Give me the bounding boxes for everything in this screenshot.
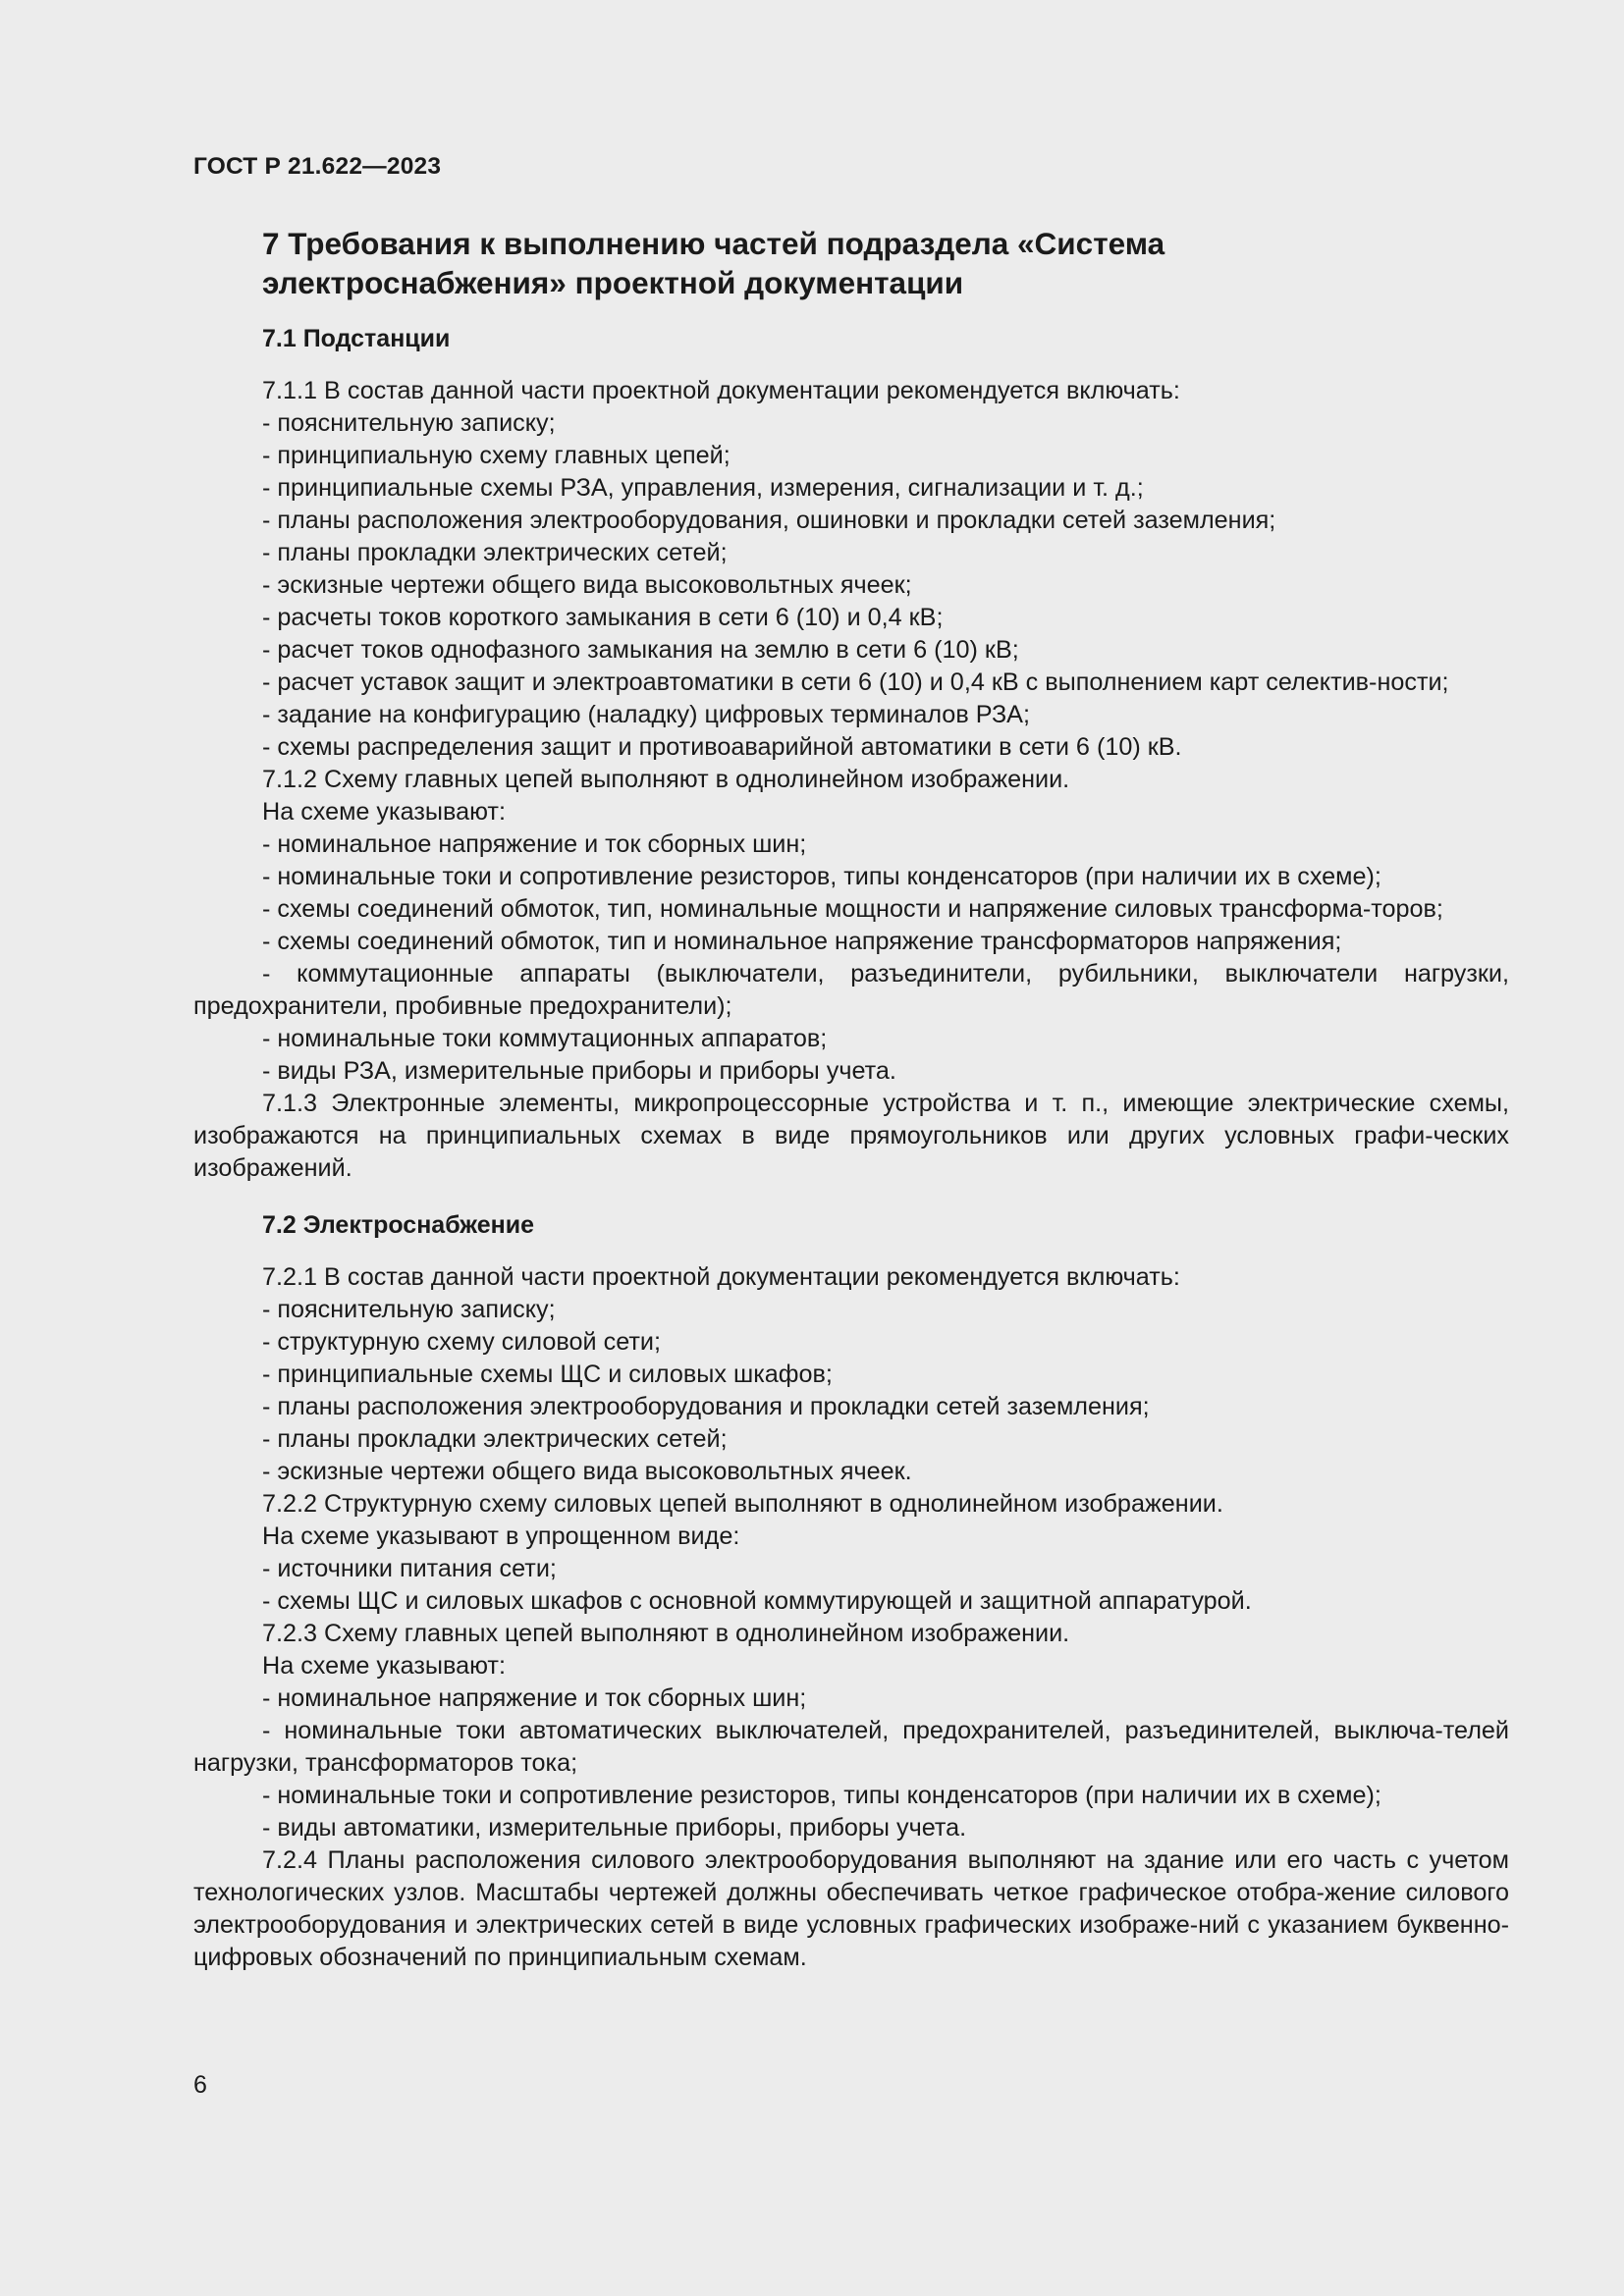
paragraph: 7.2.4 Планы расположения силового электрооборудования выполняют на здание или его часть с учетом технологических узлов. Масштабы чертежей должны обеспечивать четкое графическое отобра-жение силового электрооборудования и электрических сетей в виде условных графических изображе-ний с указанием буквенно-цифровых обозначений по принципиальным схемам.: [193, 1846, 1509, 1971]
subsection-title-substations: 7.1 Подстанции: [262, 325, 451, 352]
paragraph: - номинальные токи автоматических выключателей, предохранителей, разъединителей, выключа-телей нагрузки, трансформаторов тока;: [193, 1717, 1509, 1777]
page-number: 6: [193, 2071, 207, 2099]
paragraph: - номинальное напряжение и ток сборных шин;: [262, 830, 807, 858]
paragraph: 7.1.1 В состав данной части проектной документации рекомендуется включать:: [262, 377, 1180, 404]
paragraph: - расчеты токов короткого замыкания в сети 6 (10) и 0,4 кВ;: [262, 604, 944, 631]
paragraph: - эскизные чертежи общего вида высоковольтных ячеек.: [262, 1458, 912, 1485]
paragraph: На схеме указывают:: [262, 1652, 506, 1680]
paragraph: - источники питания сети;: [262, 1555, 557, 1582]
paragraph: - принципиальные схемы ЩС и силовых шкафов;: [262, 1361, 833, 1388]
subsection-title-power-supply: 7.2 Электроснабжение: [262, 1211, 534, 1239]
paragraph: - виды автоматики, измерительные приборы, приборы учета.: [262, 1814, 967, 1842]
paragraph: - планы прокладки электрических сетей;: [262, 1425, 728, 1453]
paragraph: - схемы ЩС и силовых шкафов с основной коммутирующей и защитной аппаратурой.: [262, 1587, 1252, 1615]
paragraph: - задание на конфигурацию (наладку) цифровых терминалов РЗА;: [262, 701, 1030, 728]
paragraph: 7.2.3 Схему главных цепей выполняют в однолинейном изображении.: [262, 1620, 1070, 1647]
paragraph: - пояснительную записку;: [262, 1296, 556, 1323]
paragraph: - номинальные токи и сопротивление резисторов, типы конденсаторов (при наличии их в схеме);: [262, 1782, 1381, 1809]
document-page: [193, 147, 1509, 1974]
paragraph: - номинальные токи и сопротивление резисторов, типы конденсаторов (при наличии их в схеме);: [262, 863, 1381, 890]
paragraph: - планы расположения электрооборудования, ошиновки и прокладки сетей заземления;: [262, 507, 1276, 534]
paragraph: - структурную схему силовой сети;: [262, 1328, 661, 1356]
paragraph: - эскизные чертежи общего вида высоковольтных ячеек;: [262, 571, 912, 599]
paragraph: - схемы распределения защит и противоаварийной автоматики в сети 6 (10) кВ.: [262, 733, 1182, 761]
paragraph: - принципиальные схемы РЗА, управления, измерения, сигнализации и т. д.;: [262, 474, 1144, 502]
paragraph: - пояснительную записку;: [262, 409, 556, 437]
paragraph: - расчет уставок защит и электроавтоматики в сети 6 (10) и 0,4 кВ с выполнением карт селектив-ности;: [262, 668, 1449, 696]
section-title-line-2: электроснабжения» проектной документации: [262, 265, 964, 300]
subsection-power-supply-body: [193, 1261, 1509, 1974]
paragraph: 7.2.1 В состав данной части проектной документации рекомендуется включать:: [262, 1263, 1180, 1291]
paragraph: На схеме указывают:: [262, 798, 506, 826]
paragraph: - планы прокладки электрических сетей;: [262, 539, 728, 566]
paragraph: - расчет токов однофазного замыкания на землю в сети 6 (10) кВ;: [262, 636, 1019, 664]
paragraph: 7.1.3 Электронные элементы, микропроцессорные устройства и т. п., имеющие электрические схемы, изображаются на принципиальных схемах в виде прямоугольников или других условных графи-ческих изображений.: [193, 1090, 1509, 1182]
paragraph: - номинальное напряжение и ток сборных шин;: [262, 1684, 807, 1712]
paragraph: - принципиальную схему главных цепей;: [262, 442, 731, 469]
paragraph: - схемы соединений обмоток, тип, номинальные мощности и напряжение силовых трансформа-торов;: [262, 895, 1443, 923]
section-title-line-1: 7 Требования к выполнению частей подраздела «Система: [262, 226, 1165, 261]
document-code: ГОСТ Р 21.622—2023: [193, 153, 442, 180]
paragraph: 7.2.2 Структурную схему силовых цепей выполняют в однолинейном изображении.: [262, 1490, 1223, 1518]
paragraph: - планы расположения электрооборудования и прокладки сетей заземления;: [262, 1393, 1150, 1420]
paragraph: На схеме указывают в упрощенном виде:: [262, 1522, 740, 1550]
paragraph: - номинальные токи коммутационных аппаратов;: [262, 1025, 828, 1052]
paragraph: 7.1.2 Схему главных цепей выполняют в однолинейном изображении.: [262, 766, 1070, 793]
subsection-substations-body: [193, 375, 1509, 1185]
paragraph: - виды РЗА, измерительные приборы и приборы учета.: [262, 1057, 896, 1085]
paragraph: - коммутационные аппараты (выключатели, разъединители, рубильники, выключатели нагрузки, предохранители, пробивные предохранители);: [193, 960, 1509, 1020]
paragraph: - схемы соединений обмоток, тип и номинальное напряжение трансформаторов напряжения;: [262, 928, 1342, 955]
section-title: [262, 224, 1509, 302]
